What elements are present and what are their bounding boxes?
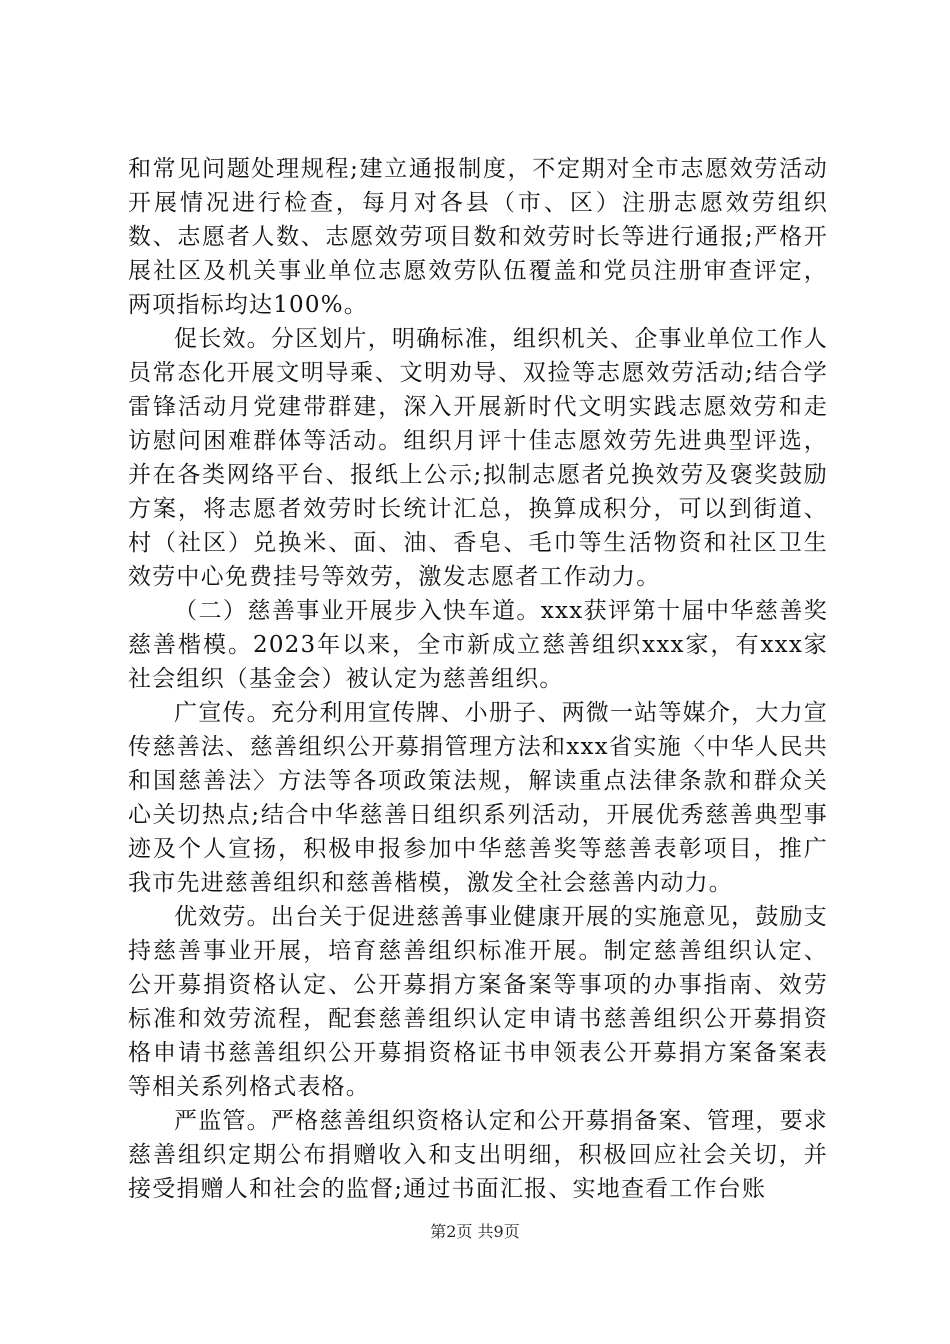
paragraph-1: 和常见问题处理规程;建立通报制度，不定期对全市志愿效劳活动开展情况进行检查，每月对各县（市、区）注册志愿效劳组织数、志愿者人数、志愿效劳项目数和效劳时长等进行通报;严格开展社区及机关事业单位志愿效劳队伍覆盖和党员注册审查评定，两项指标均达100%。 <box>128 156 828 318</box>
paragraph-2: 促长效。分区划片，明确标准，组织机关、企事业单位工作人员常态化开展文明导乘、文明劝导、双捡等志愿效劳活动;结合学雷锋活动月党建带群建，深入开展新时代文明实践志愿效劳和走访慰问困难群体等活动。组织月评十佳志愿效劳先进典型评选，并在各类网络平台、报纸上公示;拟制志愿者兑换效劳及褒奖鼓励方案，将志愿者效劳时长统计汇总，换算成积分，可以到街道、村（社区）兑换米、面、油、香皂、毛巾等生活物资和社区卫生效劳中心免费挂号等效劳，激发志愿者工作动力。 <box>128 326 828 590</box>
paragraph-5: 优效劳。出台关于促进慈善事业健康开展的实施意见，鼓励支持慈善事业开展，培育慈善组织标准开展。制定慈善组织认定、公开募捐资格认定、公开募捐方案备案等事项的办事指南、效劳标准和效劳流程，配套慈善组织认定申请书慈善组织公开募捐资格申请书慈善组织公开募捐资格证书申领表公开募捐方案备案表等相关系列格式表格。 <box>128 904 828 1100</box>
paragraph-3: （二）慈善事业开展步入快车道。xxx获评第十届中华慈善奖慈善楷模。2023年以来，全市新成立慈善组织xxx家，有xxx家社会组织（基金会）被认定为慈善组织。 <box>128 598 828 692</box>
page-number-footer: 第2页 共9页 <box>430 1222 520 1241</box>
document-body <box>128 152 828 1206</box>
paragraph-6: 严监管。严格慈善组织资格认定和公开募捐备案、管理，要求慈善组织定期公布捐赠收入和支出明细，积极回应社会关切，并接受捐赠人和社会的监督;通过书面汇报、实地查看工作台账 <box>128 1108 828 1202</box>
paragraph-4: 广宣传。充分利用宣传牌、小册子、两微一站等媒介，大力宣传慈善法、慈善组织公开募捐管理方法和xxx省实施〈中华人民共和国慈善法〉方法等各项政策法规，解读重点法律条款和群众关心关切热点;结合中华慈善日组织系列活动，开展优秀慈善典型事迹及个人宣扬，积极申报参加中华慈善奖等慈善表彰项目，推广我市先进慈善组织和慈善楷模，激发全社会慈善内动力。 <box>128 700 828 896</box>
